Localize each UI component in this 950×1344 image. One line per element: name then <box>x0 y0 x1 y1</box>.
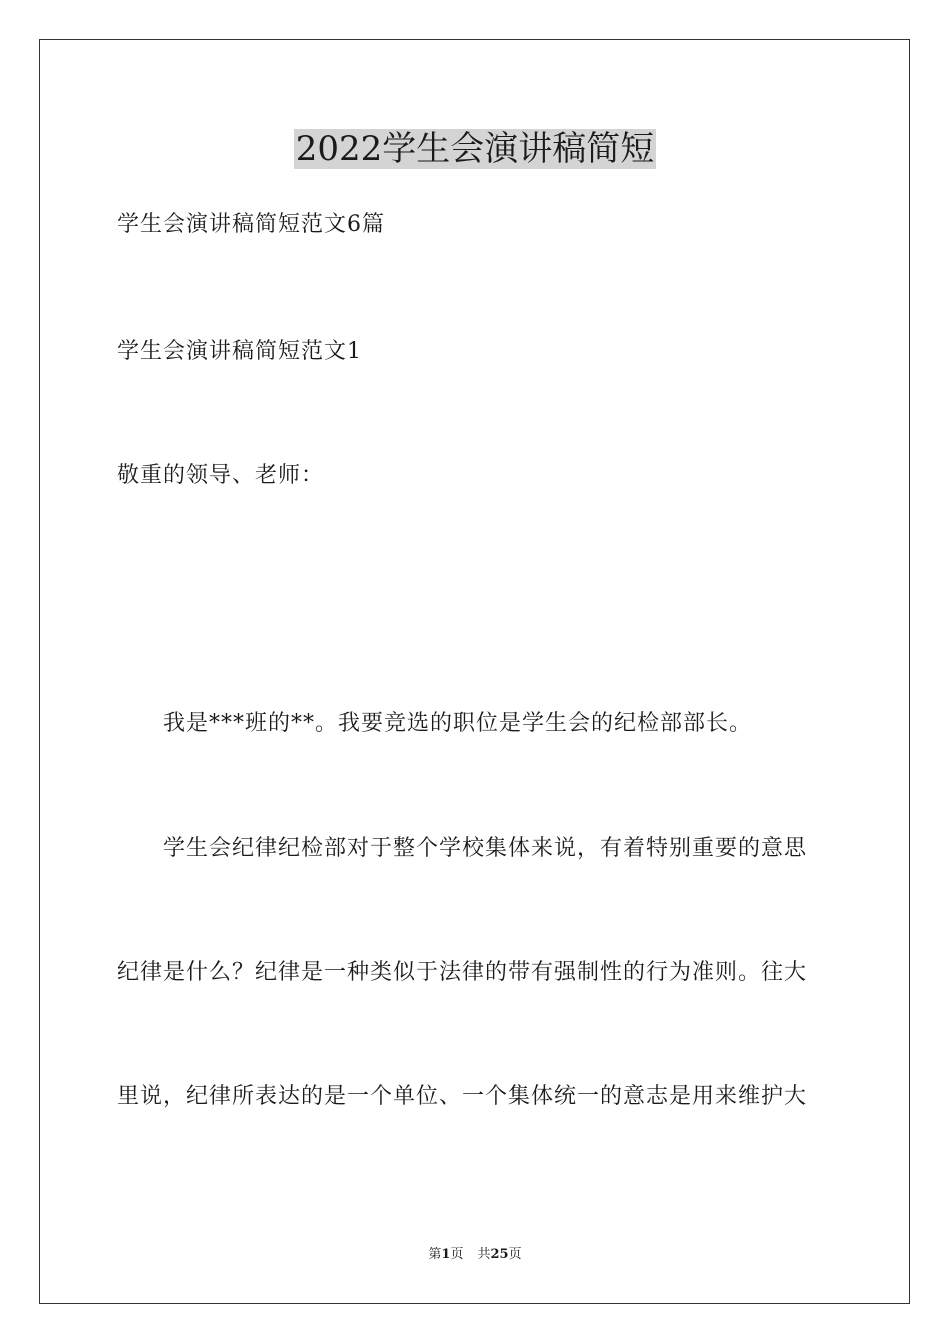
paragraph-line: 学生会纪律纪检部对于整个学校集体来说，有着特别重要的意思 <box>163 836 808 861</box>
page-prefix: 第 <box>428 1247 442 1262</box>
paragraph-line: 里说，纪律所表达的是一个单位、一个集体统一的意志是用来维护大 <box>117 1084 808 1109</box>
page-footer <box>0 1246 950 1264</box>
section-heading: 学生会演讲稿简短范文1 <box>117 339 362 364</box>
paragraph-line: 纪律是什么？纪律是一种类似于法律的带有强制性的行为准则。往大 <box>117 960 808 985</box>
total-suffix: 页 <box>508 1247 522 1262</box>
page-suffix: 页 <box>450 1247 464 1262</box>
document-title-text: 2022学生会演讲稿简短 <box>295 129 655 169</box>
document-subtitle: 学生会演讲稿简短范文6篇 <box>117 212 385 237</box>
total-prefix: 共 <box>477 1247 491 1262</box>
salutation: 敬重的领导、老师： <box>117 463 325 488</box>
document-title <box>0 126 950 172</box>
current-page-number: 1 <box>441 1247 451 1262</box>
paragraph-line: 我是***班的**。我要竞选的职位是学生会的纪检部部长。 <box>163 711 753 736</box>
total-pages-number: 25 <box>490 1247 509 1262</box>
